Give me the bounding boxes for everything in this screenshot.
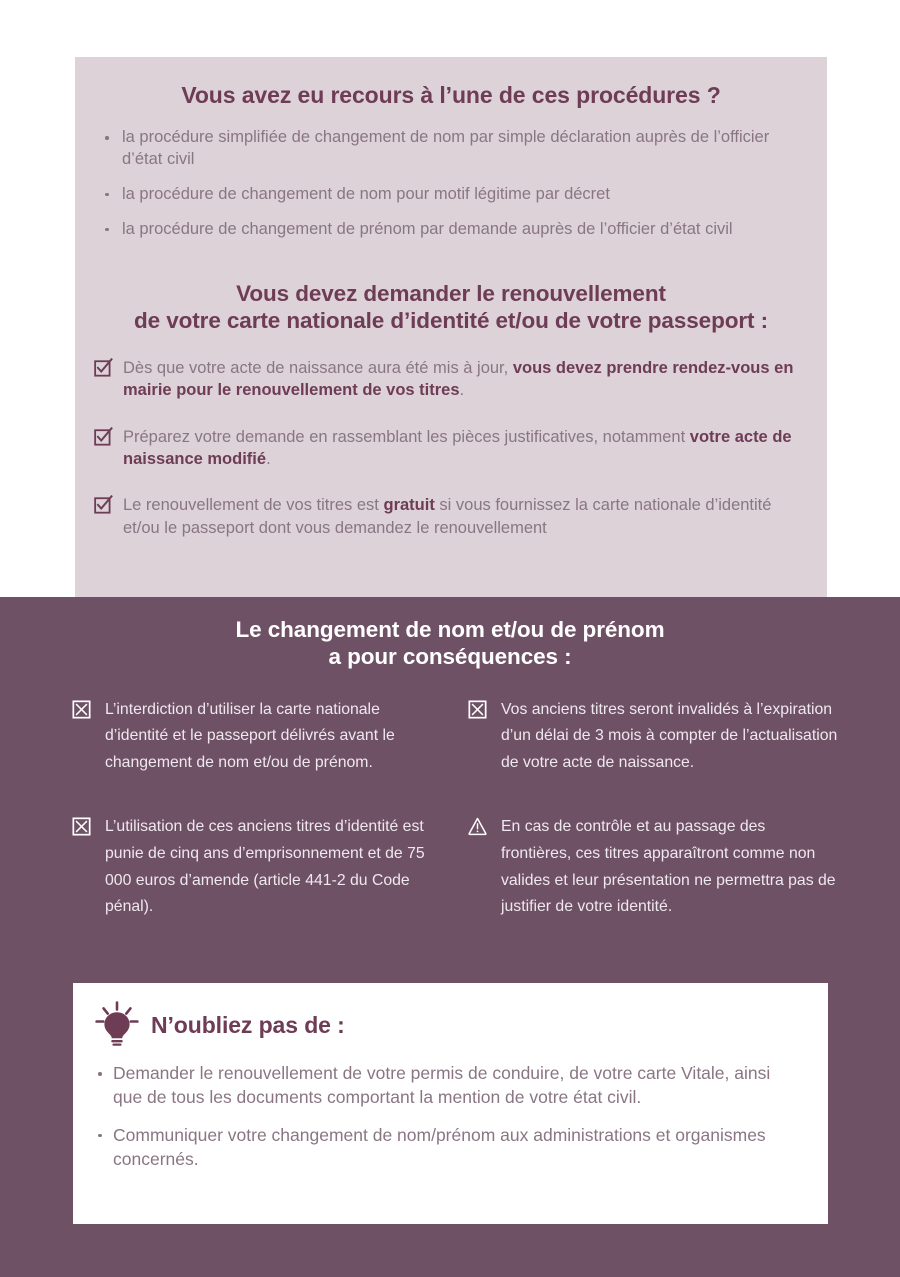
list-item-text-bold: votre acte de naissance modifié (123, 427, 792, 468)
procedures-list (75, 127, 827, 241)
list-item-text-after: . (459, 381, 465, 400)
list-item-text-before: Le renouvellement de vos titres est (123, 496, 384, 515)
list-item (95, 184, 797, 206)
list-item-text: L’interdiction d’utiliser la carte nationale d’identité et le passeport délivrés avant le changement de nom et/ou de prénom. (105, 700, 395, 771)
lightbulb-icon (91, 999, 143, 1051)
consequences-heading-line1: Le changement de nom et/ou de prénom (235, 617, 665, 642)
list-item-text-after: si vous fournissez la carte nationale d’identité et/ou le passeport dont vous demandez le renouvellement (123, 496, 772, 537)
checkbox-checked-icon (94, 495, 113, 514)
consequences-right-column (468, 697, 838, 947)
list-item (95, 219, 797, 241)
checkbox-checked-icon (94, 358, 113, 377)
list-item (89, 426, 797, 471)
list-item-text: Demander le renouvellement de votre permis de conduire, de votre carte Vitale, ainsi que de tous les documents comportant la mention de votre état civil. (113, 1063, 771, 1107)
renewal-checklist (75, 357, 827, 540)
checkbox-checked-icon (94, 427, 113, 446)
list-item-text: la procédure simplifiée de changement de nom par simple déclaration auprès de l’officier d’état civil (122, 128, 770, 168)
renewal-heading-line2: de votre carte nationale d’identité et/ou de votre passeport : (134, 308, 768, 334)
list-item (89, 357, 797, 402)
list-item (468, 697, 838, 777)
list-item-text-bold: gratuit (383, 496, 435, 515)
list-item-text: la procédure de changement de nom pour motif légitime par décret (122, 184, 610, 203)
consequences-left-column (72, 697, 442, 947)
list-item (72, 697, 442, 777)
list-item (468, 814, 838, 920)
reminder-list (73, 1062, 828, 1172)
list-item-text: En cas de contrôle et au passage des frontières, ces titres apparaîtront comme non valides et leur présentation ne permettra pas de justifier de votre identité. (501, 818, 836, 916)
checkbox-crossed-icon (468, 700, 487, 719)
list-item (87, 1124, 804, 1172)
checkbox-crossed-icon (72, 817, 91, 836)
list-item-text-before: Dès que votre acte de naissance aura été mis à jour, (123, 358, 513, 377)
list-item-text-bold: vous devez prendre rendez-vous en mairie pour le renouvellement de vos titres (123, 358, 794, 400)
reminder-heading: N’oubliez pas de : (151, 1011, 345, 1038)
reminder-card (73, 983, 828, 1224)
list-item (87, 1062, 804, 1110)
procedures-panel (75, 57, 827, 597)
list-item-text: L’utilisation de ces anciens titres d’identité est punie de cinq ans d’emprisonnement et de 75 000 euros d’amende (article 441-2 du Code pénal). (105, 818, 425, 916)
checkbox-crossed-icon (72, 700, 91, 719)
renewal-heading-line1: Vous devez demander le renouvellement (236, 280, 666, 306)
consequences-columns (0, 671, 900, 947)
consequences-heading-line2: a pour conséquences : (328, 644, 572, 670)
list-item-text-before: Préparez votre demande en rassemblant les pièces justificatives, notamment (123, 427, 690, 446)
procedures-heading: Vous avez eu recours à l’une de ces procédures ? (181, 82, 721, 108)
list-item (72, 814, 442, 920)
list-item (95, 127, 797, 171)
list-item-text: Communiquer votre changement de nom/prénom aux administrations et organismes concernés. (113, 1124, 766, 1169)
list-item-text: Vos anciens titres seront invalidés à l’expiration d’un délai de 3 mois à compter de l’actualisation de votre acte de naissance. (501, 700, 838, 771)
reminder-header (73, 983, 828, 1051)
list-item-text: la procédure de changement de prénom par demande auprès de l’officier d’état civil (122, 219, 733, 238)
list-item-text-after: . (266, 449, 271, 468)
list-item (89, 494, 797, 539)
warning-triangle-icon (468, 817, 487, 836)
